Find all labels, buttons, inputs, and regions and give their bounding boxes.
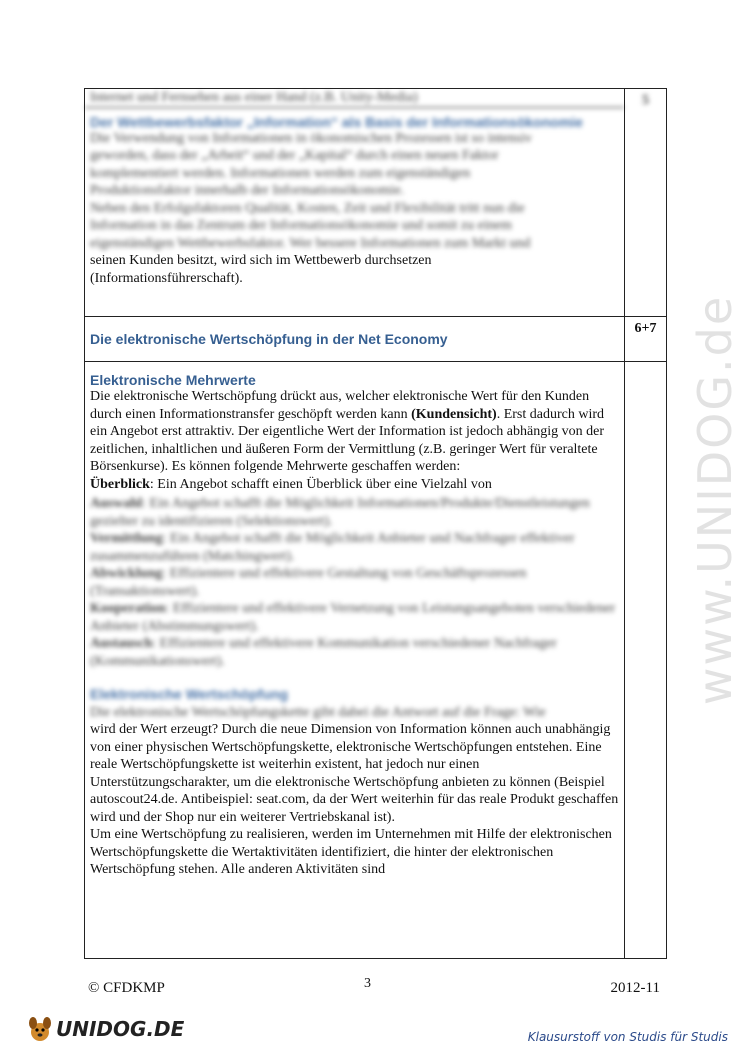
text-line: Information in das Zentrum der Informationsökonomie und somit zu einem — [90, 218, 512, 233]
text-line: Kunden durch einen Informationstransfer geschöpft werden kann — [90, 389, 590, 422]
list-item — [90, 635, 619, 670]
bold-term: Vermittlung — [90, 531, 163, 546]
table-row — [85, 317, 667, 362]
section-cell — [85, 362, 625, 959]
text-line: (Informationsführerschaft). — [90, 270, 243, 286]
final-text: Um eine Wertschöpfung zu realisieren, werden im Unternehmen mit Hilfe der elektronischen Wertschöpfungskette die Wertaktivitäten identifiziert, die hinter der elektronischen Wertschöpfung stehen. Alle anderen Aktivitäten sind — [90, 827, 612, 877]
section-heading: Der Wettbewerbsfaktor „Information“ als Basis der Informationsökonomie — [90, 113, 583, 130]
blurred-subheading: Elektronische Wertschöpfung — [90, 686, 289, 702]
text-line: Neben den Erfolgsfaktoren Qualität, Kosten, Zeit und Flexibilität tritt nun die — [90, 200, 525, 216]
list-item — [90, 530, 619, 565]
list-item — [90, 565, 619, 600]
item-text: : Effizientere und effektivere Vernetzung von Leistungsangeboten verschiedener Anbieter (Abstimmungswert). — [90, 601, 616, 634]
bold-term: Überblick — [90, 476, 150, 492]
tagline: Klausurstoff von Studis für Studis — [527, 1030, 728, 1044]
section-cell — [85, 317, 625, 362]
table-row — [85, 89, 667, 317]
chain-text: wird der Wert erzeugt? Durch die neue Dimension von Information können auch unabhängig von einer physischen Wertschöpfungskette, elektronische Wertschöpfungen entstehen. Eine reale Wertschöpfungskette ist weiterhin existent, hat jedoch nur einen Unterstützungscharakter, um die elektronische Wertschöpfung anbieten zu können (Beispiel autoscout24.de. Antibeispiel: seat.com, da der Wert weiterhin für das reale Produkt geschaffen wird und der Shop nur ein weiterer Vertriebskanal ist). — [90, 722, 619, 825]
section-number: 6+7 — [625, 317, 667, 362]
bold-term: (Kundensicht) — [411, 406, 497, 422]
blurred-list — [90, 495, 619, 721]
content-table — [84, 88, 667, 959]
section-number — [625, 89, 667, 317]
page-footer — [88, 976, 660, 997]
blurred-paragraph — [90, 130, 619, 253]
text-line: Die Verwendung von Informationen in ökonomischen Prozessen ist so intensiv — [90, 130, 532, 146]
text-line: Die elektronische Wertschöpfungskette gibt dabei die Antwort auf die Frage: Wie — [90, 704, 546, 720]
watermark: www.UNIDOG.de — [688, 294, 742, 706]
visible-paragraph — [90, 252, 619, 287]
page-number: 3 — [364, 976, 371, 991]
copyright: © CFDKMP — [88, 980, 165, 996]
chain-paragraph — [90, 721, 619, 879]
text-line: Die elektronische Wertschöpfung drückt aus, welcher elektronische Wert für den — [90, 389, 542, 404]
text-line: geworden, dass der „Arbeit“ und der „Kapital“ durch einen neuen Faktor — [90, 148, 499, 163]
dog-icon — [26, 1014, 54, 1044]
item-text: : Ein Angebot schafft die Möglichkeit Informationen/Produkte/Dienstleistungen gezielter zu identifizieren (Selektionswert). — [90, 496, 590, 529]
list-item — [90, 495, 619, 530]
top-line: Internet und Fernsehen aus einer Hand (z.B. Unity-Media) — [85, 89, 624, 108]
table-row — [85, 362, 667, 959]
unidog-logo[interactable] — [26, 1014, 184, 1044]
blurred-block — [90, 89, 619, 252]
section-cell — [85, 89, 625, 317]
item-text: : Effizientere und effektivere Gestaltung von Geschäftsprozessen (Transaktionswert). — [90, 566, 527, 599]
intro-text: . Erst dadurch wird ein Angebot erst attraktiv. Der eigentliche Wert der Information ist jedoch abhängig von der zeitlichen, inhaltlichen und äußeren Form der Vermittlung (z.B. geringer Wert für veraltete Börsenkurse). Es können folgende Mehrwerte geschaffen werden: — [90, 406, 604, 474]
logo-text: UNIDOG.DE — [56, 1017, 185, 1041]
section-heading: Die elektronische Wertschöpfung in der Net Economy — [90, 331, 448, 347]
item-text: : Effizientere und effektivere Kommunikation verschiedener Nachfrager (Kommunikationswert). — [90, 636, 557, 669]
text-line: komplementiert werden. Informationen werden zum eigenständigen — [90, 165, 471, 181]
bold-term: Austausch — [90, 636, 153, 651]
overview-text: : Ein Angebot schafft einen Überblick über eine Vielzahl von — [149, 476, 492, 492]
bold-term: Auswahl — [90, 496, 143, 511]
footer-date: 2012-11 — [610, 980, 660, 996]
subheading: Elektronische Mehrwerte — [90, 372, 256, 388]
bold-term: Kooperation — [90, 601, 166, 616]
item-text: : Ein Angebot schafft die Möglichkeit Anbieter und Nachfrager effektiver zusammenzuführen (Matchingwert). — [90, 531, 575, 564]
bold-term: Abwicklung — [90, 566, 163, 581]
empty-number-cell — [625, 362, 667, 959]
list-item — [90, 600, 619, 635]
intro-paragraph — [90, 388, 619, 493]
text-line: eigenständigen Wettbewerbsfaktor. Wer bessere Informationen zum Markt und — [90, 235, 531, 251]
text-line: Produktionsfaktor innerhalb der Informationsökonomie. — [90, 183, 405, 198]
section-number-label: 5 — [642, 93, 649, 108]
text-line: seinen Kunden besitzt, wird sich im Wettbewerb durchsetzen — [90, 253, 432, 268]
